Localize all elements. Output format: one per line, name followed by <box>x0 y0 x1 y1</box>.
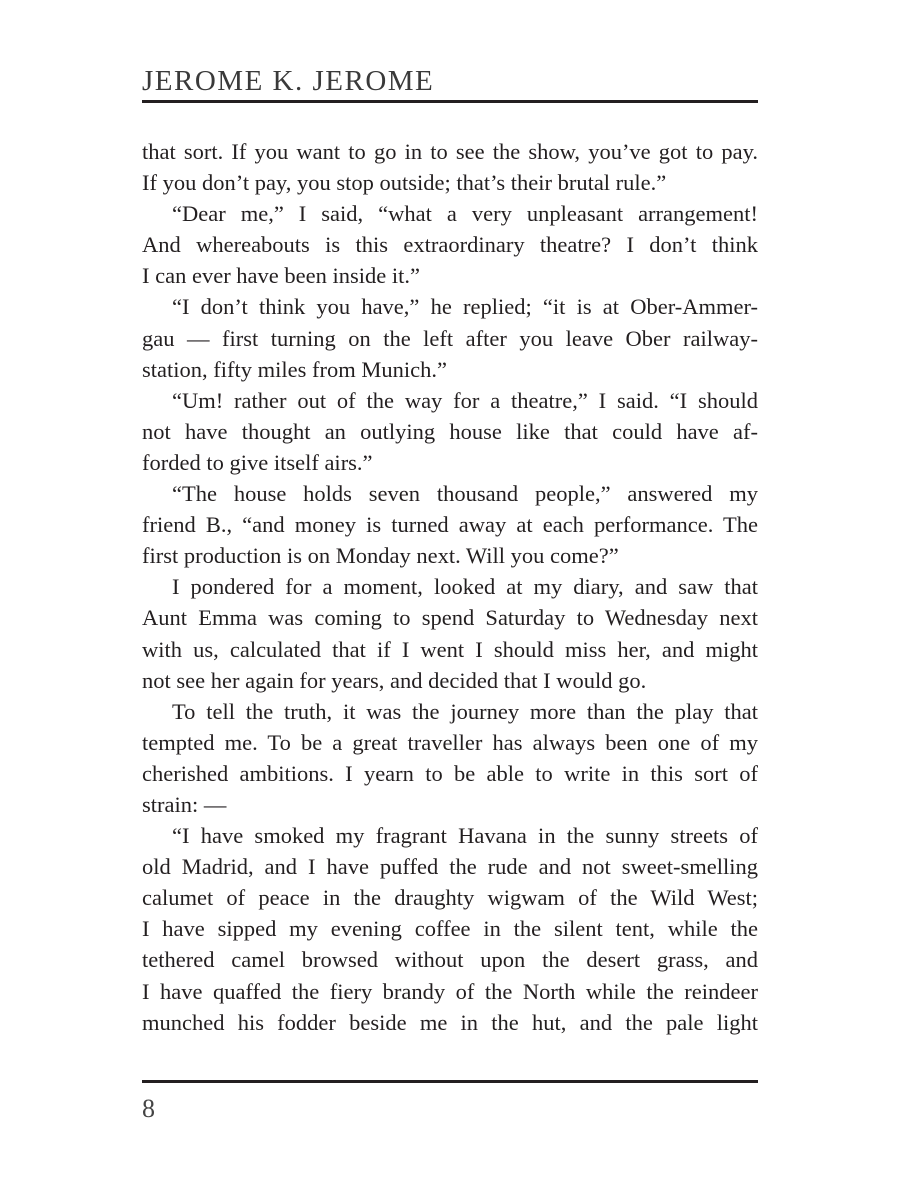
text-line: Aunt Emma was coming to spend Saturday to Wednesday next <box>142 605 758 631</box>
text-line: tethered camel browsed without upon the desert grass, and <box>142 947 758 973</box>
text-line: gau — first turning on the left after you leave Ober railway- <box>142 325 758 351</box>
text-line: And whereabouts is this extraordinary theatre? I don’t think <box>142 232 758 258</box>
text-line: not see her again for years, and decided that I would go. <box>142 667 647 693</box>
text-line: “Dear me,” I said, “what a very unpleasant arrangement! <box>172 201 758 227</box>
text-line: “I have smoked my fragrant Havana in the sunny streets of <box>172 823 758 849</box>
text-line: first production is on Monday next. Will you come?” <box>142 543 619 569</box>
text-line: with us, calculated that if I went I should miss her, and might <box>142 636 758 662</box>
body-text <box>142 136 758 1038</box>
text-line: I have quaffed the fiery brandy of the North while the reindeer <box>142 978 758 1004</box>
text-line: calumet of peace in the draughty wigwam of the Wild West; <box>142 885 758 911</box>
text-line: munched his fodder beside me in the hut, and the pale light <box>142 1009 758 1035</box>
text-line: old Madrid, and I have puffed the rude and not sweet-smelling <box>142 854 758 880</box>
text-line: I pondered for a moment, looked at my diary, and saw that <box>172 574 758 600</box>
text-line: cherished ambitions. I yearn to be able to write in this sort of <box>142 760 758 786</box>
text-line: “Um! rather out of the way for a theatre,” I said. “I should <box>172 387 758 413</box>
text-line: forded to give itself airs.” <box>142 449 373 475</box>
text-line: strain: — <box>142 791 227 817</box>
text-line: station, fifty miles from Munich.” <box>142 356 447 382</box>
footer-rule <box>142 1080 758 1083</box>
running-header: JEROME K. JEROME <box>142 65 435 97</box>
text-line: “The house holds seven thousand people,” answered my <box>172 481 758 507</box>
text-line: not have thought an outlying house like that could have af- <box>142 418 758 444</box>
text-line: “I don’t think you have,” he replied; “it is at Ober-Ammer- <box>172 294 758 320</box>
text-line: tempted me. To be a great traveller has always been one of my <box>142 729 758 755</box>
header-rule <box>142 100 758 103</box>
page-number: 8 <box>142 1094 155 1123</box>
text-line: that sort. If you want to go in to see the show, you’ve got to pay. <box>142 139 758 164</box>
text-line: To tell the truth, it was the journey more than the play that <box>172 698 758 724</box>
text-line: If you don’t pay, you stop outside; that’s their brutal rule.” <box>142 170 667 196</box>
text-line: friend B., “and money is turned away at each performance. The <box>142 512 758 538</box>
text-line: I have sipped my evening coffee in the silent tent, while the <box>142 916 758 942</box>
text-line: I can ever have been inside it.” <box>142 263 420 289</box>
